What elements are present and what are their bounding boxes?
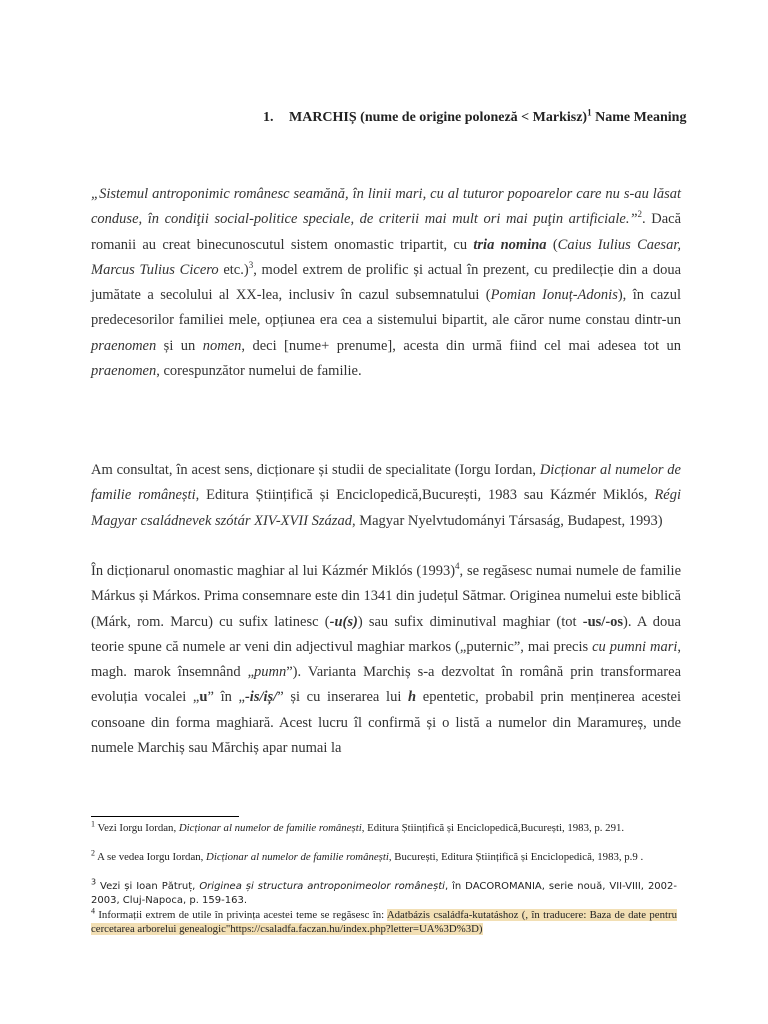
suffix-term: -us/-os <box>582 613 624 630</box>
text-span: ”). Varianta Marchiș s-a dezvoltat în română prin transformarea evoluția vocalei „ <box>91 664 682 706</box>
text-span: , deci [nume+ prenume], acesta din urmă fiind cel mai adesea tot un <box>241 337 682 354</box>
praenomen-term: praenomen <box>91 337 157 354</box>
text-span: ) sau sufix diminutival maghiar (tot <box>357 613 583 630</box>
heading-title <box>289 108 703 128</box>
text-span: Vezi și Ioan Pătruț, <box>96 881 200 892</box>
source-link[interactable]: "https://csaladfa.faczan.hu/index.php?letter=UA%3D%3D) <box>225 922 483 935</box>
vowel-term: u <box>199 689 208 706</box>
footnote-ref-3[interactable]: 3 <box>248 260 254 271</box>
footnote-ref-1[interactable]: 1 <box>587 107 592 118</box>
heading-suffix: Name Meaning <box>591 110 687 125</box>
text-span: , se regăsesc numai numele de familie Márkus și Márkos. Prima consemnare este din 1341 din județul Sătmar. Originea numelui este biblică (Márk, rom. Marcu) cu sufix latinesc ( <box>91 563 681 630</box>
italic-term: pumn <box>254 664 287 681</box>
footnote-number: 1 <box>91 819 95 829</box>
suffix-term: -is/iș/ <box>244 689 278 706</box>
text-span: și un <box>156 337 203 354</box>
footnote-number: 2 <box>91 848 95 858</box>
footnote-2 <box>91 848 677 865</box>
roman-names: Caius Iulius Caesar, Marcus Tulius Cicero <box>91 236 681 278</box>
text-span: ” în „ <box>207 689 245 706</box>
letter-term: h <box>408 689 417 706</box>
text-span: etc.) <box>218 261 249 278</box>
text-span: , în DACOROMANIA, serie nouă, VII-VIII, 2002-2003, Cluj-Napoca, p. 159-163. <box>91 881 677 906</box>
text-span: Am consultat, în acest sens, dicționare și studii de specialitate (Iorgu Iordan, <box>91 462 540 478</box>
text-span: , magh. marok însemnând „ <box>91 638 681 681</box>
text-span: epentetic, probabil prin menținerea acestei consoane din forma maghiară. Acest lucru îl confirmă și o listă a numelor din Maramureș, unde numele Marchiș sau Mărchiș apar numai la <box>91 689 681 757</box>
text-span: ). A doua teorie spune că numele ar veni din adjectivul maghiar markos („puternic”, mai precis <box>91 613 681 655</box>
tria-nomina: tria nomina <box>473 236 547 253</box>
text-span: , corespunzător numelui de familie. <box>156 363 362 380</box>
author-name: Pomian Ionuț-Adonis <box>490 287 618 304</box>
praenomen-term: praenomen <box>91 363 157 380</box>
text-span: Vezi Iorgu Iordan, <box>95 822 179 834</box>
heading-title-text: MARCHIȘ (nume de origine poloneză < Markisz) <box>289 110 588 125</box>
text-span: Informații extrem de utile în privința acestei teme se regăsesc în: <box>95 909 387 921</box>
footnote-1 <box>91 819 677 836</box>
intro-quote: „Sistemul antroponimic românesc seamănă, în linii mari, cu al tuturor popoarelor care nu s-au lăsat conduse, în condiţii social-politice speciale, de criterii mai mult ori mai puţin artificiale.” <box>91 186 681 228</box>
text-span: , Magyar Nyelvtudományi Társaság, Budapest, 1993) <box>351 512 663 529</box>
text-span: , Editura Științifică și Enciclopedică,București, 1983 sau Kázmér Miklós, <box>195 487 655 504</box>
text-span: A se vedea Iorgu Iordan, <box>95 851 207 863</box>
heading-number: 1. <box>263 110 274 125</box>
footnote-ref-2[interactable]: 2 <box>637 209 643 220</box>
book-title: Régi Magyar családnevek szótár XIV-XVII Század <box>91 487 682 529</box>
text-span: , Editura Științifică și Enciclopedică,București, 1983, p. 291. <box>361 822 625 834</box>
highlighted-source: Adatbázis családfa-kutatáshoz (, în traducere: Baza de date pentru cercetarea arborelui genealogic <box>91 909 677 935</box>
footnote-number: 4 <box>91 906 95 916</box>
text-span: , model extrem de prolific și actual în prezent, cu predilecție din a doua jumătate a secolului al XX-lea, inclusiv în cazul subsemnatului ( <box>91 261 682 304</box>
suffix-term: -u(s) <box>329 613 358 630</box>
paragraph-etymology <box>91 559 681 761</box>
paragraph-intro <box>91 182 681 384</box>
italic-term: cu pumni mari <box>592 638 678 655</box>
paragraph-sources <box>91 458 681 534</box>
book-title: Originea și structura antroponimeolor românești <box>199 881 445 892</box>
text-span: În dicționarul onomastic maghiar al lui Kázmér Miklós (1993) <box>91 563 456 579</box>
book-title: Dicționar al numelor de familie românești <box>178 822 362 834</box>
book-title: Dicționar al numelor de familie românești <box>91 462 681 504</box>
footnote-4 <box>91 906 677 936</box>
text-span: ( <box>546 236 558 253</box>
nomen-term: nomen <box>202 337 242 354</box>
footnote-ref-4[interactable]: 4 <box>455 561 460 572</box>
footnote-number: 3 <box>91 877 97 887</box>
footnote-3 <box>91 877 677 907</box>
text-span: ” și cu inserarea lui <box>277 689 409 706</box>
text-span: , București, Editura Științifică și Enciclopedică, 1983, p.9 . <box>388 851 644 863</box>
text-span: . Dacă romanii au creat binecunoscutul sistem onomastic tripartit, cu <box>91 211 682 253</box>
book-title: Dicționar al numelor de familie românești <box>206 851 389 863</box>
text-span: ), în cazul predecesorilor familiei mele, opțiunea era cea a sistemului bipartit, ale căror nume constau dintr-un <box>91 287 681 329</box>
footnote-separator <box>91 816 239 817</box>
